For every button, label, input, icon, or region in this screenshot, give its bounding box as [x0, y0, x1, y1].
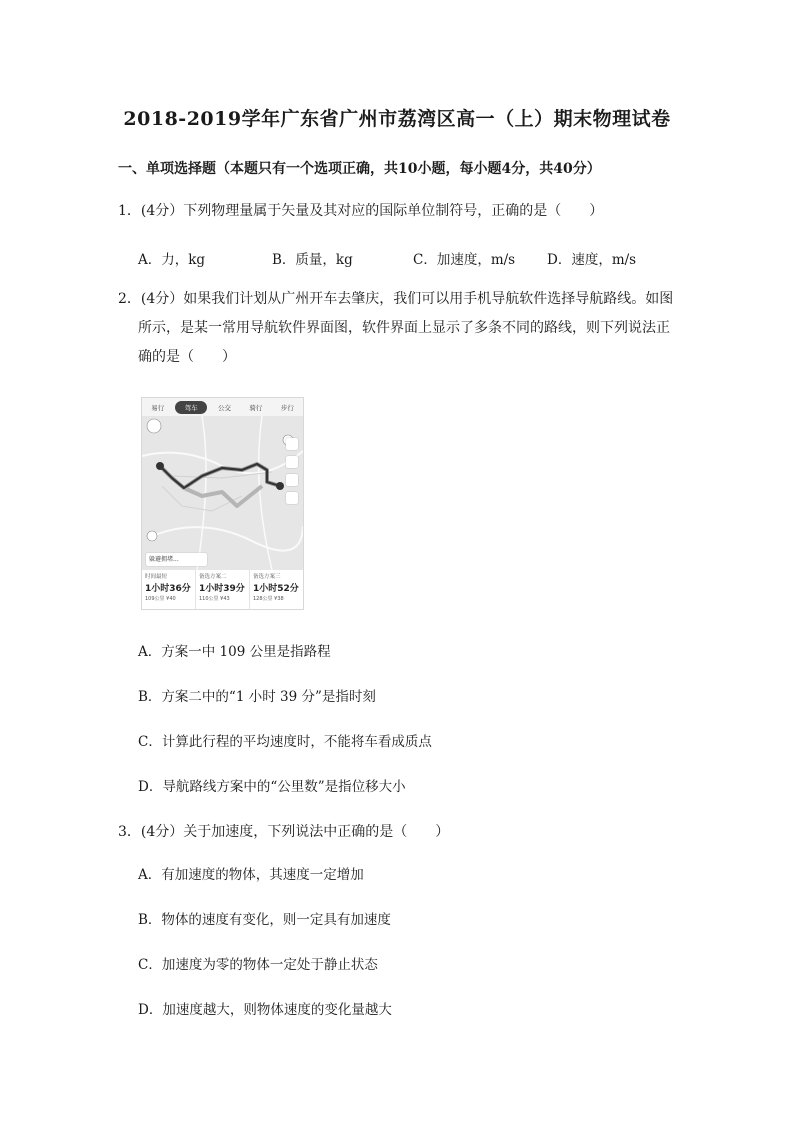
q2-option-d: D．导航路线方案中的“公里数”是指位移大小: [138, 779, 406, 795]
q2-option-c: C．计算此行程的平均速度时，不能将车看成质点: [138, 734, 432, 750]
q2-stem-line2: 所示，是某一常用导航软件界面图，软件界面上显示了多条不同的路线，则下列说法正: [138, 320, 670, 336]
route-card-label: 时间最短: [145, 574, 168, 580]
route-card-label: 备选方案二: [199, 574, 227, 580]
route-cards: [142, 570, 303, 609]
question-2-stem: [118, 285, 688, 372]
transport-tabs: [142, 398, 303, 416]
q3-option-a: A．有加速度的物体，其速度一定增加: [138, 867, 364, 883]
tab-drive: 驾车: [175, 401, 206, 414]
route-card-time: 1小时39分: [199, 584, 245, 594]
q2-stem-line1: 2．(4分）如果我们计划从广州开车去肇庆，我们可以用手机导航软件选择导航路线。如图: [118, 291, 674, 307]
tab-easy: 易行: [151, 403, 165, 412]
question-1-stem: 1．(4分）下列物理量属于矢量及其对应的国际单位制符号，正确的是（ ）: [118, 203, 604, 219]
q3-option-d: D．加速度越大，则物体速度的变化量越大: [138, 1002, 392, 1018]
route-card-time: 1小时36分: [145, 584, 191, 594]
route-card-3: [250, 570, 303, 609]
section-heading: 一、单项选择题（本题只有一个选项正确，共10小题，每小题4分，共40分）: [118, 161, 601, 177]
end-marker: [276, 482, 284, 490]
route-map: [142, 416, 303, 570]
route-card-distance: 128公里 ¥38: [253, 596, 284, 602]
exam-title: 2018-2019学年广东省广州市荔湾区高一（上）期末物理试卷: [123, 108, 671, 130]
route-card-label: 备选方案三: [253, 574, 281, 580]
route-card-2: [196, 570, 250, 609]
weather-icon: [286, 492, 298, 504]
q1-option-d: D．速度，m/s: [547, 252, 637, 268]
q1-option-a: A．力，kg: [138, 252, 206, 268]
tab-bus: 公交: [218, 403, 232, 412]
locate-icon: [147, 531, 157, 541]
q3-option-b: B．物体的速度有变化，则一定具有加速度: [138, 912, 391, 928]
q2-option-b: B．方案二中的“1 小时 39 分”是指时刻: [138, 689, 376, 705]
navigation-app-figure: [141, 397, 304, 610]
route-card-distance: 109公里 ¥40: [145, 596, 176, 602]
question-3-stem: 3．(4分）关于加速度，下列说法中正确的是（ ）: [118, 824, 450, 840]
tab-walk: 步行: [280, 403, 294, 412]
route-card-1: [142, 570, 196, 609]
question-1-options: [138, 248, 636, 268]
route-card-time: 1小时52分: [253, 584, 299, 594]
traffic-icon: [286, 438, 298, 450]
route-preference-bar: 躲避拥堵...: [146, 553, 207, 566]
q3-option-c: C．加速度为零的物体一定处于静止状态: [138, 957, 378, 973]
parking-icon: [286, 474, 298, 486]
q2-stem-line3: 确的是（ ）: [138, 349, 236, 365]
avatar-icon: [147, 419, 161, 433]
q1-option-c: C．加速度，m/s: [413, 252, 516, 268]
q2-option-a: A．方案一中 109 公里是指路程: [138, 644, 331, 660]
map-tool-column: [286, 438, 300, 510]
route-card-distance: 110公里 ¥43: [199, 596, 230, 602]
q1-option-b: B．质量，kg: [272, 252, 353, 268]
tab-bike: 骑行: [249, 403, 263, 412]
start-marker: [156, 462, 164, 470]
report-icon: [286, 456, 298, 468]
